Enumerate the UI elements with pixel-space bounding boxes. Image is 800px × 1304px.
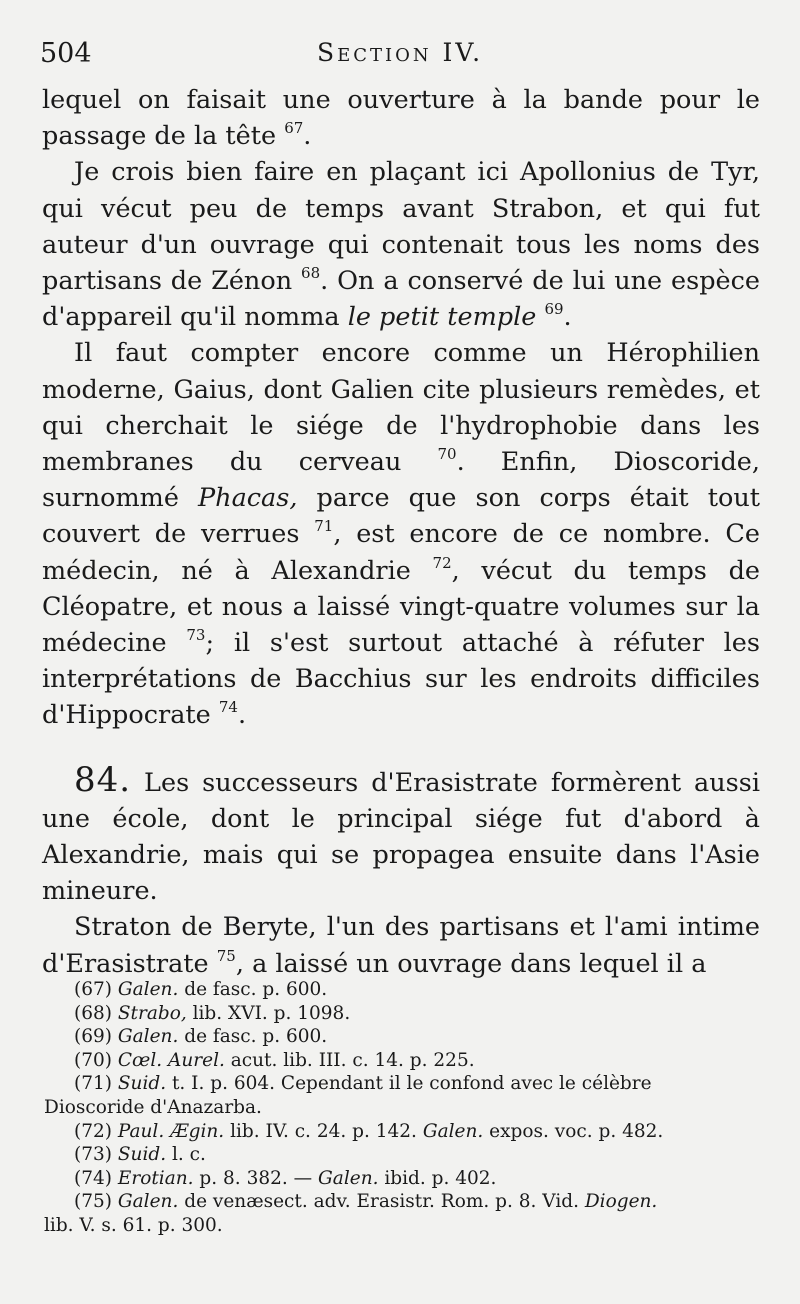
footnote: (72) Paul. Ægin. lib. IV. c. 24. p. 142. Galen. expos. voc. p. 482. <box>74 1120 664 1142</box>
footnote: (74) Erotian. p. 8. 382. — Galen. ibid. p. 402. <box>74 1167 497 1189</box>
paragraph-apollonius: Je crois bien faire en plaçant ici Apollonius de Tyr, qui vécut peu de temps avant Strabon, et qui fut auteur d'un ouvrage qui contenait tous les noms des partisans de Zénon $^{68}$. On a conservé de lui une espèce d'appareil qu'il nomma le petit temple $^{69}$. <box>42 157 760 333</box>
footnote: (71) Suid. t. I. p. 604. Cependant il le confond avec le célèbre <box>74 1073 652 1095</box>
footnote-ref: 68 <box>301 264 321 283</box>
page-header <box>40 38 760 78</box>
italic-surname: Phacas, <box>197 483 298 514</box>
body-text <box>42 82 760 982</box>
footnote: (68) Strabo, lib. XVI. p. 1098. <box>74 1002 351 1024</box>
footnote: (73) Suid. l. c. <box>74 1144 206 1166</box>
footnote-ref: 73 <box>186 626 206 645</box>
paragraph-continuation: lequel on faisait une ouverture à la bande pour le passage de la tête $^{67}$. <box>42 85 760 152</box>
footnote-ref: 72 <box>432 553 452 572</box>
running-head: Section IV. <box>316 38 484 67</box>
footnote-continuation: Dioscoride d'Anazarba. <box>44 1096 262 1118</box>
paragraph-section-84: 84. Les successeurs d'Erasistrate formèrent aussi une école, dont le principal siége fut d'abord à Alexandrie, mais qui se propagea ensuite dans l'Asie mineure. <box>42 759 760 907</box>
section-number: 84. <box>74 759 132 800</box>
footnote-ref: 71 <box>314 517 334 536</box>
italic-title: le petit temple <box>347 302 537 333</box>
footnote: (75) Galen. de venæsect. adv. Erasistr. Rom. p. 8. Vid. Diogen. <box>74 1191 658 1213</box>
footnote: (69) Galen. de fasc. p. 600. <box>74 1026 328 1048</box>
page-number: 504 <box>40 38 92 69</box>
footnote-ref: 70 <box>437 445 457 464</box>
paragraph-straton: Straton de Beryte, l'un des partisans et l'ami intime d'Erasistrate $^{75}$, a laissé un ouvrage dans lequel il a <box>42 912 760 979</box>
footnote: (70) Cœl. Aurel. acut. lib. III. c. 14. p. 225. <box>74 1049 475 1071</box>
footnote-ref: 69 <box>544 300 564 319</box>
footnote-continuation: lib. V. s. 61. p. 300. <box>44 1214 223 1236</box>
footnotes <box>44 978 760 1238</box>
footnote-ref: 75 <box>216 946 236 965</box>
footnote-ref: 67 <box>284 119 304 138</box>
paragraph-gaius: Il faut compter encore comme un Hérophilien moderne, Gaius, dont Galien cite plusieurs remèdes, et qui cherchait le siége de l'hydrophobie dans les membranes du cerveau $^{70}$. Enfin, Dioscoride, surnommé Phacas, parce que son corps était tout couvert de verrues $^{71}$, est encore de ce nombre. Ce médecin, né à Alexandrie $^{72}$, vécut du temps de Cléopatre, et nous a laissé vingt-quatre volumes sur la médecine $^{73}$; il s'est surtout attaché à réfuter les interprétations de Bacchius sur les endroits difficiles d'Hippocrate $^{74}$. <box>42 338 761 731</box>
footnote-ref: 74 <box>218 698 238 717</box>
footnote: (67) Galen. de fasc. p. 600. <box>74 979 328 1000</box>
